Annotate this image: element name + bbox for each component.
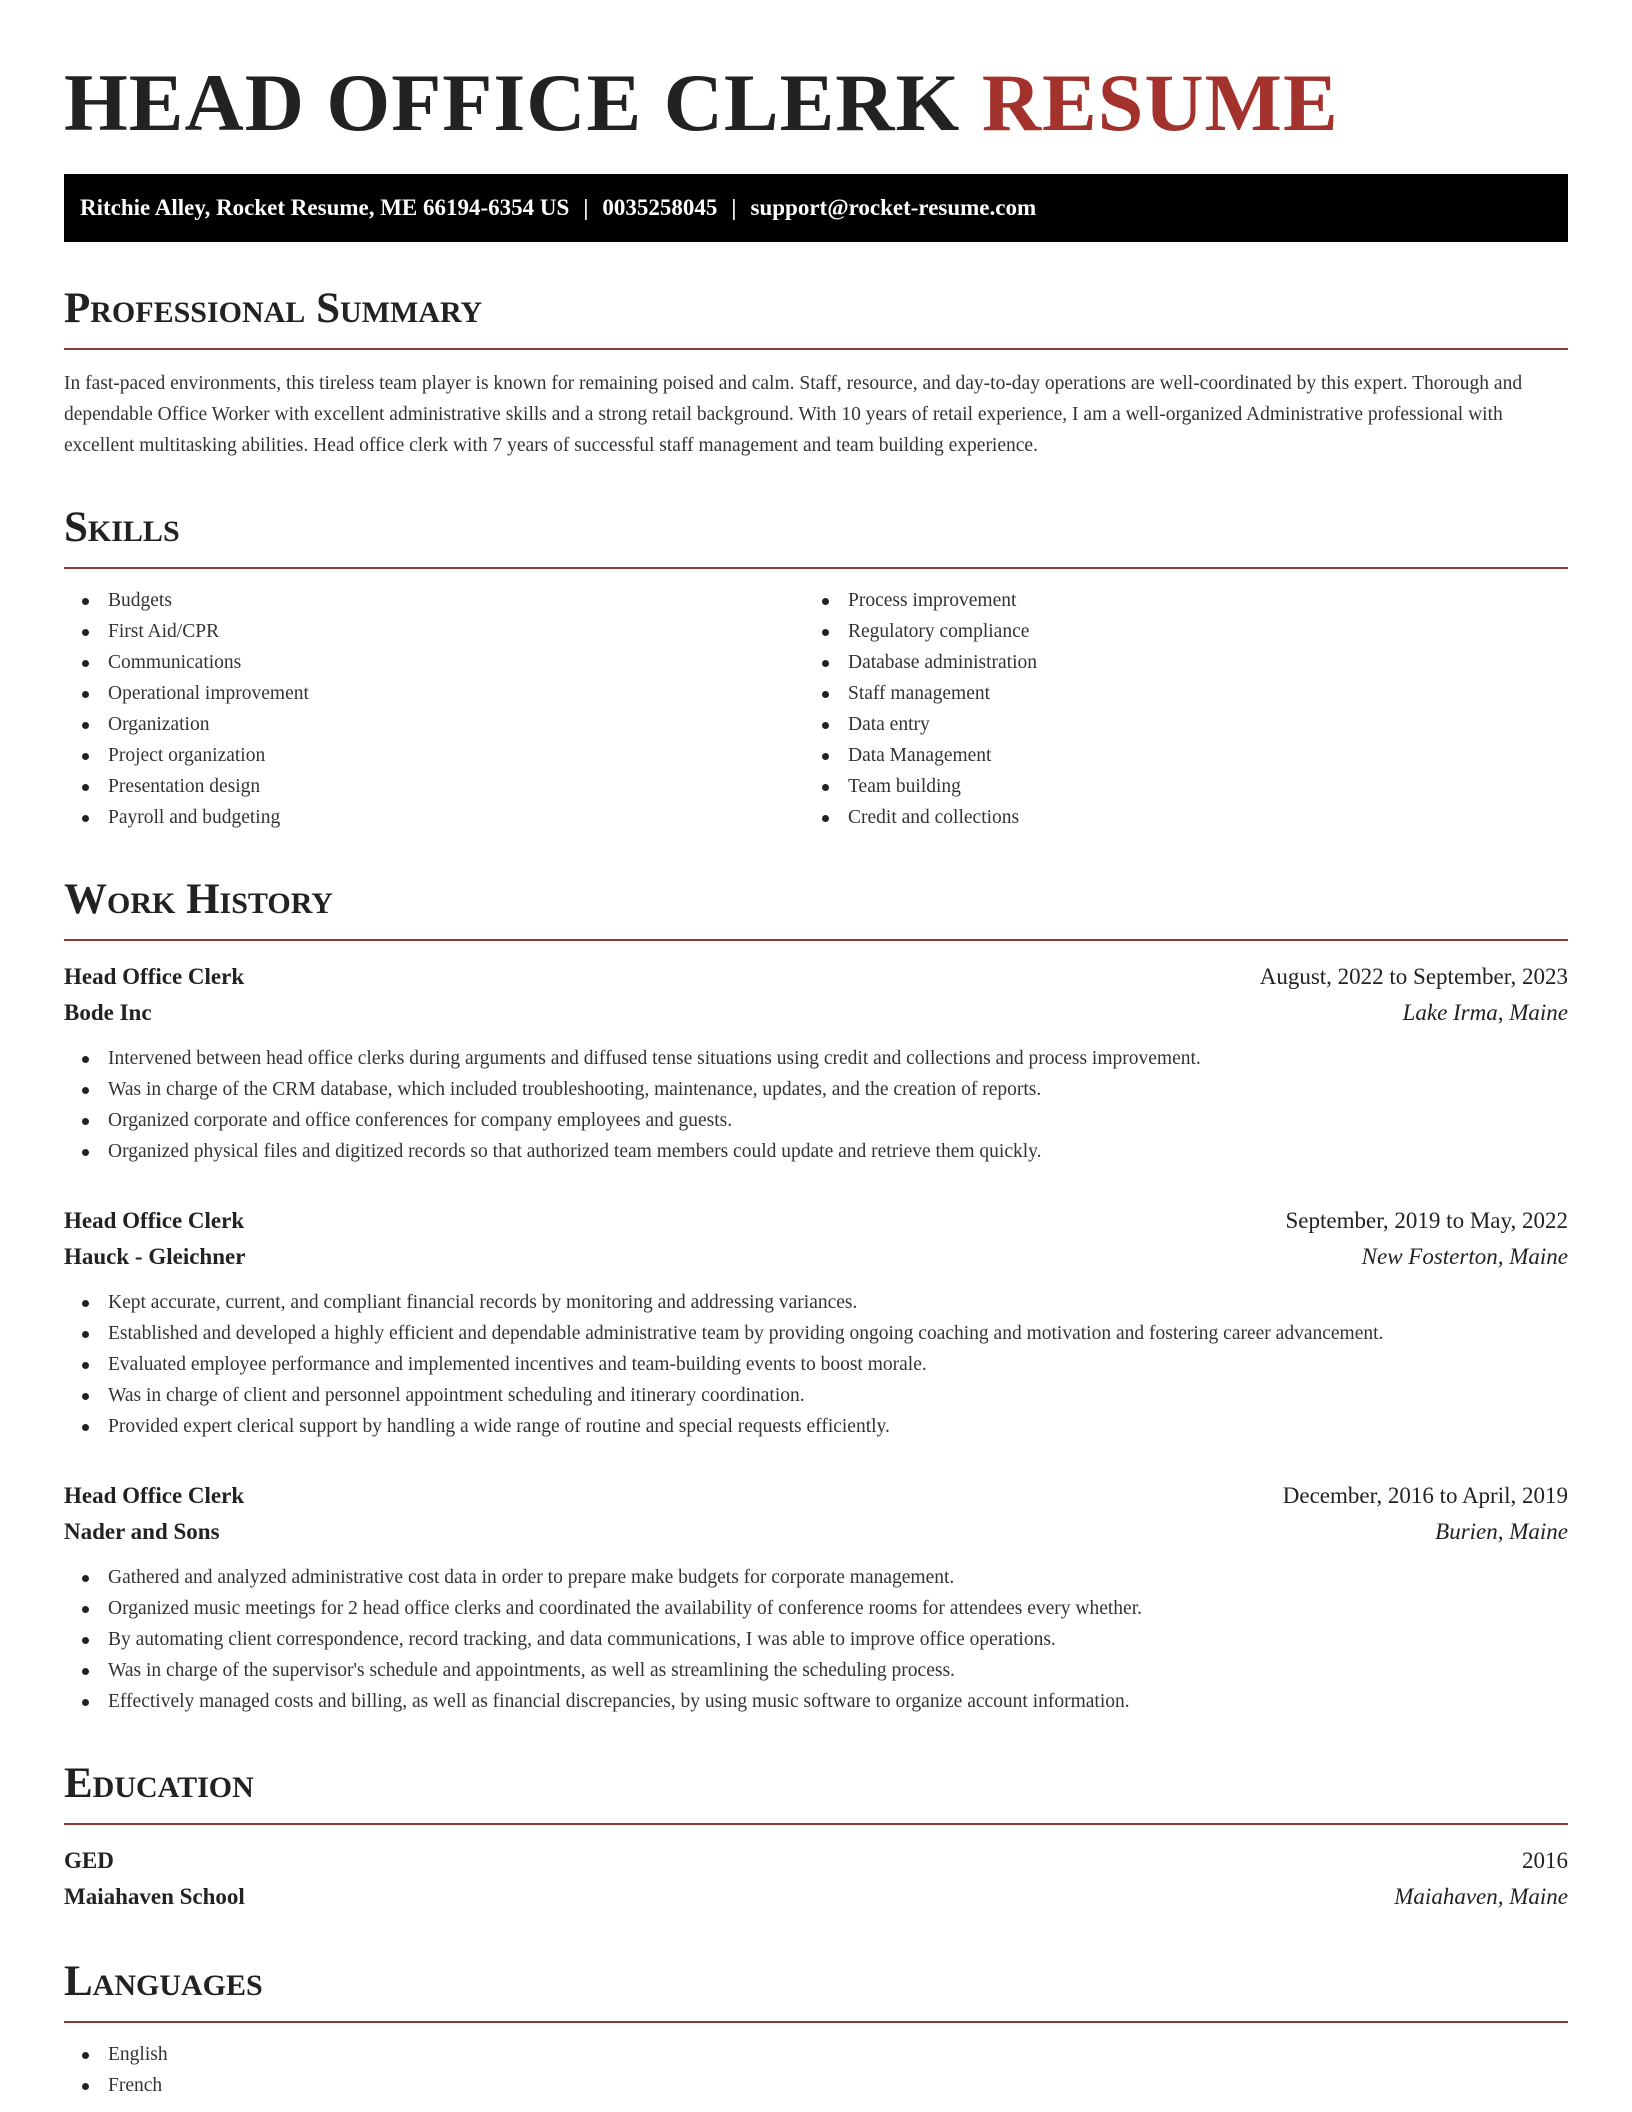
job-title: Head Office Clerk <box>64 1483 245 1508</box>
job-company: Bode Inc <box>64 1000 152 1025</box>
contact-separator: | <box>583 195 589 220</box>
skills-grid <box>64 585 1568 833</box>
skill-item: Process improvement <box>804 585 1544 616</box>
job-header-row <box>64 959 1568 995</box>
duty-item: Organized physical files and digitized records so that authorized team members could update and retrieve them quickly. <box>64 1136 1568 1167</box>
contact-bar <box>64 174 1568 242</box>
skill-item: Project organization <box>64 740 804 771</box>
job-location: New Fosterton, Maine <box>1361 1244 1568 1269</box>
skills-column-left <box>64 585 804 833</box>
duty-item: Established and developed a highly efficient and dependable administrative team by providing ongoing coaching and motivation and fostering career advancement. <box>64 1318 1568 1349</box>
duty-item: Was in charge of the supervisor's schedule and appointments, as well as streamlining the scheduling process. <box>64 1655 1568 1686</box>
contact-phone: 0035258045 <box>602 195 718 220</box>
education-degree: GED <box>64 1848 114 1873</box>
job-title: Head Office Clerk <box>64 964 245 989</box>
skills-column-right <box>804 585 1544 833</box>
duty-item: Organized corporate and office conferences for company employees and guests. <box>64 1105 1568 1136</box>
duty-item: Kept accurate, current, and compliant financial records by monitoring and addressing variances. <box>64 1287 1568 1318</box>
languages-heading: Languages <box>64 1955 1568 2023</box>
education-location: Maiahaven, Maine <box>1394 1884 1568 1909</box>
duty-item: Effectively managed costs and billing, as well as financial discrepancies, by using music software to organize account information. <box>64 1686 1568 1717</box>
skill-item: Payroll and budgeting <box>64 802 804 833</box>
job-duties <box>64 1287 1568 1442</box>
skill-item: Regulatory compliance <box>804 616 1544 647</box>
summary-text: In fast-paced environments, this tireless team player is known for remaining poised and calm. Staff, resource, and day-to-day operations are well-coordinated by this expert. Thorough and dependable Office Worker with excellent administrative skills and a strong retail background. With 10 years of retail experience, I am a well-organized Administrative professional with excellent multitasking abilities. Head office clerk with 7 years of successful staff management and team building experience. <box>64 373 1523 456</box>
job-company-row <box>64 1514 1568 1550</box>
job-company-row <box>64 1239 1568 1275</box>
job-duties <box>64 1043 1568 1167</box>
duty-item: By automating client correspondence, record tracking, and data communications, I was able to improve office operations. <box>64 1624 1568 1655</box>
summary-heading: Professional Summary <box>64 282 1568 350</box>
job-dates: September, 2019 to May, 2022 <box>1285 1208 1568 1233</box>
contact-address: Ritchie Alley, Rocket Resume, ME 66194-6354 US <box>80 195 570 220</box>
skill-item: Operational improvement <box>64 678 804 709</box>
job-title: Head Office Clerk <box>64 1208 245 1233</box>
job-location: Burien, Maine <box>1435 1519 1568 1544</box>
job-dates: August, 2022 to September, 2023 <box>1259 964 1568 989</box>
contact-separator: | <box>731 195 737 220</box>
education-heading: Education <box>64 1757 1568 1825</box>
skill-item: Budgets <box>64 585 804 616</box>
education-section <box>64 1757 1568 1915</box>
skill-item: First Aid/CPR <box>64 616 804 647</box>
job-entry <box>64 1203 1568 1442</box>
duty-item: Intervened between head office clerks during arguments and diffused tense situations using credit and collections and process improvement. <box>64 1043 1568 1074</box>
education-degree-row <box>64 1843 1568 1879</box>
duty-item: Was in charge of client and personnel appointment scheduling and itinerary coordination. <box>64 1380 1568 1411</box>
job-entry <box>64 1478 1568 1717</box>
job-company-row <box>64 995 1568 1031</box>
job-duties <box>64 1562 1568 1717</box>
skill-item: Database administration <box>804 647 1544 678</box>
language-item: French <box>64 2070 1568 2101</box>
skill-item: Organization <box>64 709 804 740</box>
education-school: Maiahaven School <box>64 1884 245 1909</box>
education-school-row <box>64 1879 1568 1915</box>
skill-item: Staff management <box>804 678 1544 709</box>
contact-email: support@rocket-resume.com <box>750 195 1037 220</box>
skill-item: Team building <box>804 771 1544 802</box>
job-company: Hauck - Gleichner <box>64 1244 246 1269</box>
skill-item: Data Management <box>804 740 1544 771</box>
work-history-section <box>64 873 1568 1717</box>
duty-item: Evaluated employee performance and implemented incentives and team-building events to boost morale. <box>64 1349 1568 1380</box>
skill-item: Data entry <box>804 709 1544 740</box>
education-year: 2016 <box>1522 1848 1568 1873</box>
resume-title <box>64 56 1568 150</box>
job-dates: December, 2016 to April, 2019 <box>1282 1483 1568 1508</box>
title-accent: RESUME <box>981 57 1339 148</box>
languages-section <box>64 1955 1568 2101</box>
resume-content <box>64 56 1568 2101</box>
work-history-heading: Work History <box>64 873 1568 941</box>
duty-item: Provided expert clerical support by handling a wide range of routine and special requests efficiently. <box>64 1411 1568 1442</box>
skills-heading: Skills <box>64 501 1568 569</box>
skill-item: Communications <box>64 647 804 678</box>
job-header-row <box>64 1478 1568 1514</box>
job-header-row <box>64 1203 1568 1239</box>
education-entry <box>64 1843 1568 1915</box>
job-entry <box>64 959 1568 1167</box>
job-location: Lake Irma, Maine <box>1402 1000 1568 1025</box>
languages-list <box>64 2039 1568 2101</box>
duty-item: Was in charge of the CRM database, which included troubleshooting, maintenance, updates, and the creation of reports. <box>64 1074 1568 1105</box>
skill-item: Credit and collections <box>804 802 1544 833</box>
skill-item: Presentation design <box>64 771 804 802</box>
language-item: English <box>64 2039 1568 2070</box>
summary-section <box>64 282 1568 461</box>
skills-section <box>64 501 1568 833</box>
title-main: HEAD OFFICE CLERK <box>64 57 961 148</box>
duty-item: Gathered and analyzed administrative cost data in order to prepare make budgets for corporate management. <box>64 1562 1568 1593</box>
job-company: Nader and Sons <box>64 1519 220 1544</box>
duty-item: Organized music meetings for 2 head office clerks and coordinated the availability of conference rooms for attendees every whether. <box>64 1593 1568 1624</box>
